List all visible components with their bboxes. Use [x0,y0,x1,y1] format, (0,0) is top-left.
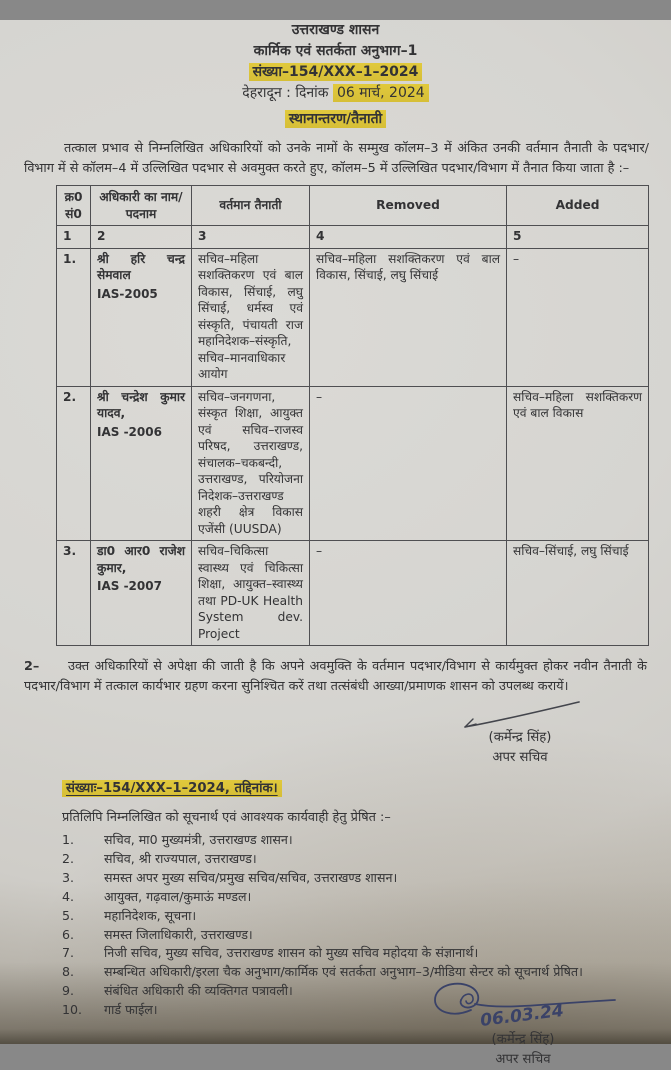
officer-cadre: IAS -2007 [97,579,162,593]
table-row [57,386,649,541]
col-number: 1 [57,226,91,249]
item-number: 2. [62,850,75,866]
signature-date: 06.03.24 [479,1000,565,1032]
current-posting-cell: सचिव–महिला सशक्तिकरण एवं बाल विकास, सिंचाई, लघु सिंचाई, धर्मस्व एवं संस्कृति, पंचायती राज महानिदेशक–संस्कृति, सचिव–मानवाधिकार आयोग [192,248,310,386]
added-cell: – [507,248,649,386]
serial-cell: 3. [57,541,91,646]
table-column-number-row [57,226,649,249]
current-posting-cell: सचिव–चिकित्सा स्वास्थ्य एवं चिकित्सा शिक्षा, आयुक्त–स्वास्थ्य तथा PD-UK Health System dev. Project [192,541,310,646]
officer-name: डा0 आर0 राजेश कुमार, [97,544,185,575]
list-item [62,907,671,926]
officer-name: श्री हरि चन्द्र सेमवाल [97,251,185,282]
col-header-current-posting: वर्तमान तैनाती [192,186,310,226]
signature-stroke [455,698,585,732]
item-number: 10. [62,1002,83,1018]
col-number: 4 [310,226,507,249]
item-text: संबंधित अधिकारी की व्यक्तिगत पत्रावली। [104,983,293,999]
col-number: 3 [192,226,310,249]
table-row [57,248,649,386]
transfer-table [56,185,649,646]
list-item [62,944,671,963]
dept-name: कार्मिक एवं सतर्कता अनुभाग–1 [253,43,418,59]
table-header-row [57,186,649,226]
added-cell: सचिव–सिंचाई, लघु सिंचाई [507,541,649,646]
officer-cadre: IAS-2005 [97,286,158,301]
copy-intro: प्रतिलिपि निम्नलिखित को सूचनार्थ एवं आवश्यक कार्यवाही हेतु प्रेषित :– [62,810,391,825]
item-text: महानिदेशक, सूचना। [104,907,197,923]
closing-paragraph-text: उक्त अधिकारियों से अपेक्षा की जाती है कि अपने अवमुक्ति के वर्तमान पदभार/विभाग से कार्यमुक्त होकर नवीन तैनाती के पदभार/विभाग में तत्काल कार्यभार ग्रहण करना सुनिश्चित करें तथा तत्संबंधी आख्या/प्रमाणक शासन को उपलब्ध करायें। [24,659,647,694]
list-item [62,850,671,869]
col-number: 2 [91,226,192,249]
col-header-serial: क्र0 सं0 [57,186,91,226]
org-name: उत्तराखण्ड शासन [291,22,380,38]
item-text: समस्त जिलाधिकारी, उत्तराखण्ड। [104,926,253,942]
item-number: 8. [62,964,75,980]
subject-text: स्थानान्तरण/तैनाती [285,110,386,128]
signatory-title: अपर सचिव [492,750,548,765]
item-number: 6. [62,926,75,942]
opening-paragraph: तत्काल प्रभाव से निम्नलिखित अधिकारियों को उनके नामों के सम्मुख कॉलम–3 में अंकित उनकी वर्तमान तैनाती के पदभार/विभाग में से कॉलम–4 में उल्लिखित पदभार से अवमुक्त करते हुए, कॉलम–5 में उल्लिखित पदभार/विभाग में तैनात किया जाता है :– [24,141,649,176]
list-item [62,926,671,945]
list-item [62,831,671,850]
signatory-title: अपर सचिव [495,1052,551,1068]
closing-paragraph [24,657,647,696]
item-text: सचिव, श्री राज्यपाल, उत्तराखण्ड। [104,850,257,866]
item-number: 1. [62,832,75,847]
reference-number: संख्याः–154/XXX–1–2024, तद्दिनांक। [62,780,282,797]
list-item [62,869,671,888]
removed-cell: – [310,541,507,646]
item-text: सचिव, मा0 मुख्यमंत्री, उत्तराखण्ड शासन। [104,832,293,847]
item-number: 5. [62,907,75,923]
officer-cell [91,541,192,646]
list-item [62,888,671,907]
col-header-name: अधिकारी का नाम/ पदनाम [91,186,192,226]
table-row [57,541,649,646]
place-date-prefix: देहरादून : दिनांक [242,85,329,101]
signatory-name: (कर्मेन्द्र सिंह) [491,1032,555,1048]
handwritten-signature [423,974,623,1036]
item-number: 3. [62,869,75,885]
officer-cadre: IAS -2006 [97,424,162,439]
letter-number-line [0,62,671,83]
place-date-line [0,83,671,104]
item-text: आयुक्त, गढ़वाल/कुमाऊं मण्डल। [104,888,252,904]
paragraph-number: 2– [24,659,40,674]
reference-line [62,778,671,796]
item-text: सम्बन्धित अधिकारी/इरला चैक अनुभाग/कार्मिक एवं सतर्कता अनुभाग–3/मीडिया सेन्टर को सूचनार्थ प्रेषित। [104,964,583,980]
signatory-name: (कर्मेन्द्र सिंह) [488,730,552,745]
item-number: 9. [62,983,75,999]
officer-cell [91,248,192,386]
signature-block-lower [423,974,623,1070]
item-number: 4. [62,888,75,904]
letter-date: 06 मार्च, 2024 [333,84,429,102]
removed-cell: सचिव–महिला सशक्तिकरण एवं बाल विकास, सिंचाई, लघु सिंचाई [310,248,507,386]
added-cell: सचिव–महिला सशक्तिकरण एवं बाल विकास [507,386,649,541]
signature-block-upper [435,698,605,768]
letter-number: संख्या–154/XXX–1–2024 [249,63,423,81]
item-number: 7. [62,945,75,961]
col-header-removed: Removed [310,186,507,226]
document-page [0,20,671,1068]
item-text: निजी सचिव, मुख्य सचिव, उत्तराखण्ड शासन को मुख्य सचिव महोदया के संज्ञानार्थ। [104,945,479,961]
item-text: गार्ड फाईल। [104,1002,158,1018]
item-text: समस्त अपर मुख्य सचिव/प्रमुख सचिव/सचिव, उत्तराखण्ड शासन। [104,869,398,885]
serial-cell: 1. [57,248,91,386]
officer-cell [91,386,192,541]
col-number: 5 [507,226,649,249]
removed-cell: – [310,386,507,541]
serial-cell: 2. [57,386,91,541]
current-posting-cell: सचिव–जनगणना, संस्कृत शिक्षा, आयुक्त एवं सचिव–राजस्व परिषद, उत्तराखण्ड, संचालक–चकबन्दी, उत्तराखण्ड, परियोजना निदेशक–उत्तराखण्ड शहरी क्षेत्र विकास एजेंसी (UUSDA) [192,386,310,541]
officer-name: श्री चन्द्रेश कुमार यादव, [97,389,185,420]
letter-header [0,20,671,130]
col-header-added: Added [507,186,649,226]
subject-line [0,109,671,130]
